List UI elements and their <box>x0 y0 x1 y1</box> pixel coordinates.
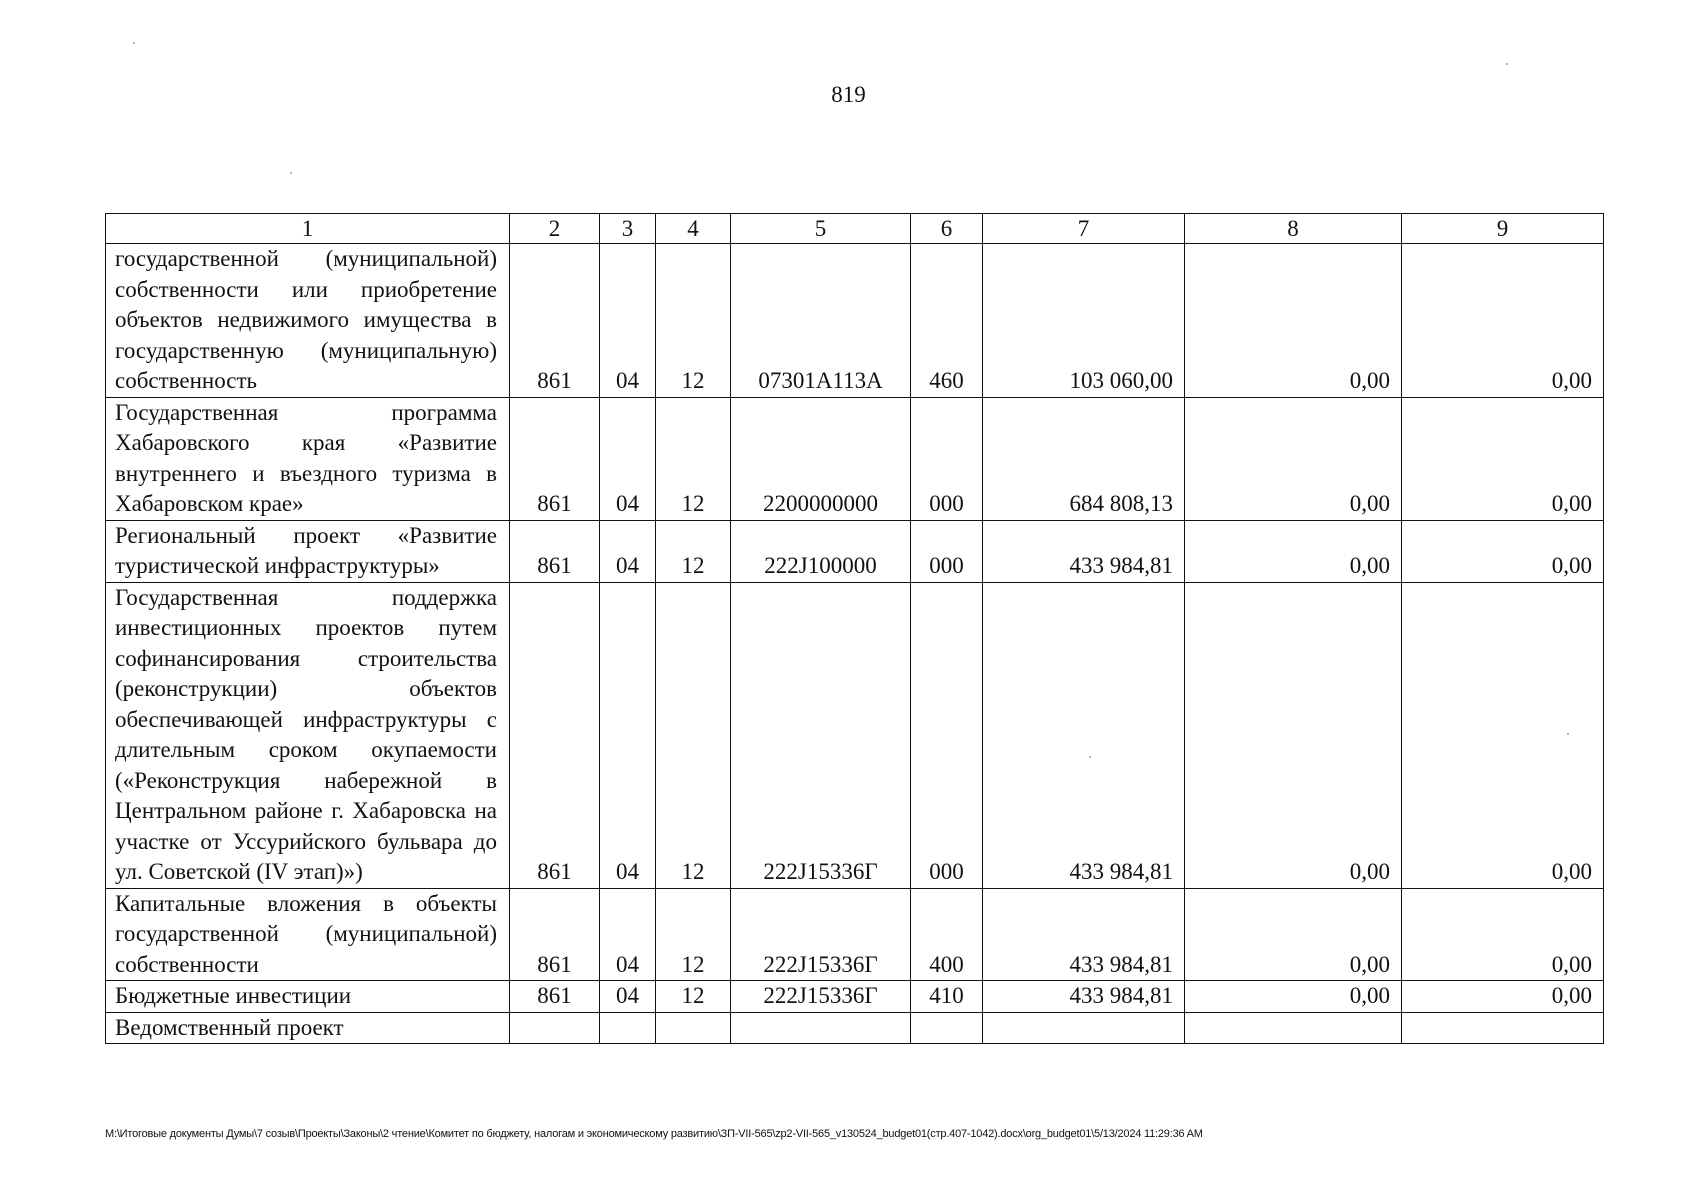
cell-section: 04 <box>600 888 656 981</box>
cell-amount: 0,00 <box>1402 888 1604 981</box>
cell-expense-type <box>911 1012 983 1044</box>
cell-amount: 0,00 <box>1402 582 1604 888</box>
cell-amount: 433 984,81 <box>983 888 1185 981</box>
table-row <box>106 244 1604 398</box>
cell-expense-type: 410 <box>911 981 983 1013</box>
cell-amount: 0,00 <box>1402 981 1604 1013</box>
column-header: 1 <box>106 214 510 244</box>
scan-speck <box>1089 756 1091 758</box>
cell-amount: 0,00 <box>1402 244 1604 398</box>
cell-admin-code: 861 <box>510 520 600 582</box>
row-description: Региональный проект «Развитие туристической инфраструктуры» <box>106 520 510 582</box>
cell-amount: 433 984,81 <box>983 582 1185 888</box>
row-description: Государственная программа Хабаровского края «Развитие внутреннего и въездного туризма в Хабаровском крае» <box>106 397 510 520</box>
cell-target-article: 2200000000 <box>731 397 911 520</box>
cell-amount <box>1402 1012 1604 1044</box>
cell-amount <box>1185 1012 1402 1044</box>
cell-subsection: 12 <box>656 582 731 888</box>
row-description: Капитальные вложения в объекты государственной (муниципальной) собственности <box>106 888 510 981</box>
cell-target-article: 222J15336Г <box>731 981 911 1013</box>
cell-amount <box>983 1012 1185 1044</box>
cell-section <box>600 1012 656 1044</box>
row-description: Ведомственный проект <box>106 1012 510 1044</box>
column-header: 8 <box>1185 214 1402 244</box>
cell-expense-type: 460 <box>911 244 983 398</box>
cell-subsection: 12 <box>656 397 731 520</box>
cell-expense-type: 000 <box>911 520 983 582</box>
cell-admin-code: 861 <box>510 582 600 888</box>
cell-amount: 0,00 <box>1185 520 1402 582</box>
column-header: 2 <box>510 214 600 244</box>
column-header: 5 <box>731 214 911 244</box>
cell-amount: 0,00 <box>1185 888 1402 981</box>
cell-expense-type: 000 <box>911 582 983 888</box>
table-row <box>106 582 1604 888</box>
file-path-footer: М:\Итоговые документы Думы\7 созыв\Проекты\Законы\2 чтение\Комитет по бюджету, налогам и экономическому развитию\ЗП-VII-565\zp2-VII-565_v130524_budget01(стр.407-1042).docx\org_budget01\5/13/2024 11:29:36 AM <box>105 1128 1203 1140</box>
row-description: Государственная поддержка инвестиционных проектов путем софинансирования строительства (реконструкции) объектов обеспечивающей инфраструктуры с длительным сроком окупаемости («Реконструкция набережной в Центральном районе г. Хабаровска на участке от Уссурийского бульвара до ул. Советской (IV этап)») <box>106 582 510 888</box>
cell-amount: 0,00 <box>1185 582 1402 888</box>
cell-section: 04 <box>600 244 656 398</box>
cell-amount: 0,00 <box>1185 397 1402 520</box>
cell-section: 04 <box>600 981 656 1013</box>
cell-expense-type: 000 <box>911 397 983 520</box>
cell-admin-code: 861 <box>510 888 600 981</box>
cell-admin-code <box>510 1012 600 1044</box>
cell-section: 04 <box>600 520 656 582</box>
row-description: государственной (муниципальной) собственности или приобретение объектов недвижимого имущества в государственную (муниципальную) собственность <box>106 244 510 398</box>
cell-target-article: 222J100000 <box>731 520 911 582</box>
cell-amount: 684 808,13 <box>983 397 1185 520</box>
cell-section: 04 <box>600 582 656 888</box>
cell-amount: 0,00 <box>1185 981 1402 1013</box>
cell-expense-type: 400 <box>911 888 983 981</box>
budget-table <box>105 213 1604 1044</box>
scan-speck <box>133 42 135 44</box>
cell-target-article: 222J15336Г <box>731 582 911 888</box>
table-row <box>106 1012 1604 1044</box>
column-header: 3 <box>600 214 656 244</box>
cell-admin-code: 861 <box>510 981 600 1013</box>
cell-amount: 433 984,81 <box>983 981 1185 1013</box>
cell-target-article: 07301А113А <box>731 244 911 398</box>
scan-speck <box>290 172 292 174</box>
table-header-row <box>106 214 1604 244</box>
cell-amount: 433 984,81 <box>983 520 1185 582</box>
cell-subsection: 12 <box>656 520 731 582</box>
page-number: 819 <box>831 82 866 107</box>
cell-amount: 0,00 <box>1402 520 1604 582</box>
scan-speck <box>1567 733 1569 735</box>
table-row <box>106 397 1604 520</box>
table-row <box>106 981 1604 1013</box>
cell-amount: 0,00 <box>1185 244 1402 398</box>
cell-subsection: 12 <box>656 981 731 1013</box>
cell-target-article: 222J15336Г <box>731 888 911 981</box>
column-header: 9 <box>1402 214 1604 244</box>
cell-admin-code: 861 <box>510 397 600 520</box>
column-header: 4 <box>656 214 731 244</box>
cell-subsection <box>656 1012 731 1044</box>
cell-section: 04 <box>600 397 656 520</box>
table-row <box>106 520 1604 582</box>
cell-admin-code: 861 <box>510 244 600 398</box>
cell-subsection: 12 <box>656 888 731 981</box>
row-description: Бюджетные инвестиции <box>106 981 510 1013</box>
cell-subsection: 12 <box>656 244 731 398</box>
cell-target-article <box>731 1012 911 1044</box>
table-row <box>106 888 1604 981</box>
cell-amount: 103 060,00 <box>983 244 1185 398</box>
column-header: 6 <box>911 214 983 244</box>
cell-amount: 0,00 <box>1402 397 1604 520</box>
scan-speck <box>1506 63 1508 65</box>
column-header: 7 <box>983 214 1185 244</box>
